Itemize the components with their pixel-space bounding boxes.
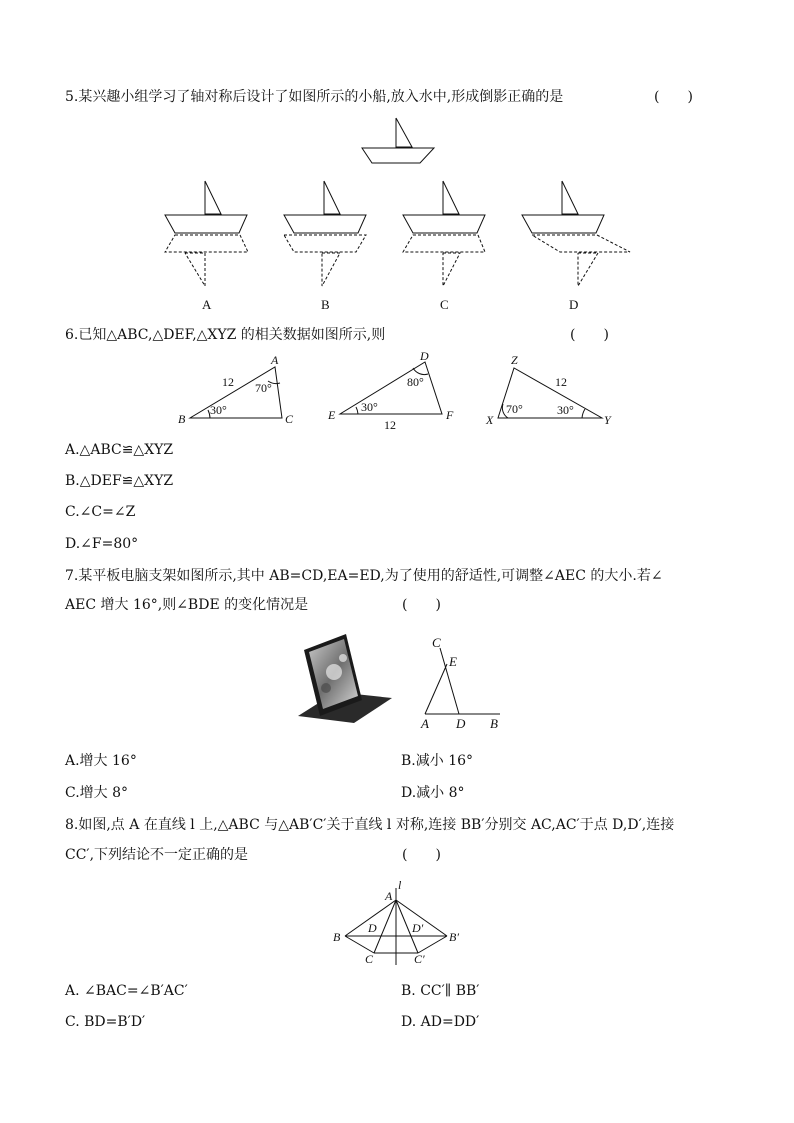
q8-option-c[interactable]: C. BD=B′D′	[65, 1014, 146, 1030]
q7-stem-line2: AEC 增大 16°,则∠BDE 的变化情况是	[65, 597, 309, 613]
q7-label-b: B	[490, 716, 498, 731]
q6-abc-angle-b: 30°	[210, 403, 227, 417]
q5-option-a-label[interactable]: A	[202, 297, 212, 312]
q8-label-b: B	[333, 930, 341, 944]
q6-xyz-angle-y: 30°	[557, 403, 574, 417]
q6-def-vertex-e: E	[328, 408, 336, 422]
q7-label-c: C	[432, 635, 441, 650]
q7-option-c[interactable]: C.增大 8°	[65, 785, 129, 801]
q6-xyz-vertex-x: X	[486, 413, 494, 427]
q7-option-a[interactable]: A.增大 16°	[65, 753, 137, 769]
q8-stem-line1: 8.如图,点 A 在直线 l 上,△ABC 与△AB′C′关于直线 l 对称,连接 BB′分别交 AC,AC′于点 D,D′,连接	[65, 817, 675, 833]
q8-label-a: A	[385, 889, 393, 903]
q6-stem: 6.已知△ABC,△DEF,△XYZ 的相关数据如图所示,则	[65, 327, 386, 343]
q5-answer-bracket: ( )	[654, 89, 693, 105]
q6-option-d[interactable]: D.∠F=80°	[65, 536, 139, 552]
q6-abc-vertex-b: B	[178, 412, 186, 426]
q8-label-d-prime: D′	[412, 921, 424, 935]
q8-stem-line2: CC′,下列结论不一定正确的是	[65, 847, 249, 863]
q6-abc-angle-a: 70°	[255, 381, 272, 395]
q7-label-d: D	[456, 716, 466, 731]
q6-def-vertex-f: F	[446, 408, 454, 422]
q8-option-b[interactable]: B. CC′∥ BB′	[401, 983, 480, 999]
q7-label-a: A	[421, 716, 429, 731]
q6-abc-vertex-a: A	[271, 353, 279, 367]
q6-def-angle-d: 80°	[407, 375, 424, 389]
q5-option-c-label[interactable]: C	[440, 297, 449, 312]
q8-option-a[interactable]: A. ∠BAC=∠B′AC′	[65, 983, 188, 999]
q7-option-b[interactable]: B.减小 16°	[401, 753, 474, 769]
q6-abc-vertex-c: C	[285, 412, 294, 426]
q6-answer-bracket: ( )	[570, 327, 609, 343]
q8-label-b-prime: B′	[449, 930, 459, 944]
q6-xyz-vertex-y: Y	[604, 413, 611, 427]
q8-label-d: D	[368, 921, 377, 935]
q8-option-d[interactable]: D. AD=DD′	[401, 1014, 480, 1030]
q7-label-e: E	[449, 654, 457, 669]
q5-option-b-figure	[284, 181, 366, 286]
q7-option-d[interactable]: D.减小 8°	[401, 785, 465, 801]
q7-stem-line1: 7.某平板电脑支架如图所示,其中 AB=CD,EA=ED,为了使用的舒适性,可调整∠AEC 的大小.若∠	[65, 568, 663, 584]
q8-answer-bracket: ( )	[402, 847, 441, 863]
q5-option-b-label[interactable]: B	[321, 297, 330, 312]
q6-xyz-angle-x: 70°	[506, 402, 523, 416]
q5-option-d-label[interactable]: D	[569, 297, 579, 312]
q6-option-b[interactable]: B.△DEF≌△XYZ	[65, 473, 174, 489]
q6-option-a[interactable]: A.△ABC≌△XYZ	[65, 442, 174, 458]
q5-option-a-figure	[165, 181, 248, 286]
q6-option-c[interactable]: C.∠C=∠Z	[65, 504, 136, 520]
q6-xyz-vertex-z: Z	[511, 353, 518, 367]
q5-option-d-figure	[522, 181, 630, 286]
q8-label-l: l	[398, 878, 402, 892]
q5-option-c-figure	[403, 181, 485, 286]
q6-abc-side-label: 12	[222, 375, 234, 389]
q6-def-side-label: 12	[384, 418, 396, 432]
q7-tablet-stand-photo	[296, 628, 396, 723]
q6-xyz-side-label: 12	[555, 375, 567, 389]
q7-answer-bracket: ( )	[402, 597, 441, 613]
q5-stem: 5.某兴趣小组学习了轴对称后设计了如图所示的小船,放入水中,形成倒影正确的是	[65, 89, 564, 105]
q6-def-angle-e: 30°	[361, 400, 378, 414]
q8-label-c-prime: C′	[414, 952, 425, 966]
q6-def-vertex-d: D	[420, 349, 429, 363]
q8-label-c: C	[365, 952, 374, 966]
